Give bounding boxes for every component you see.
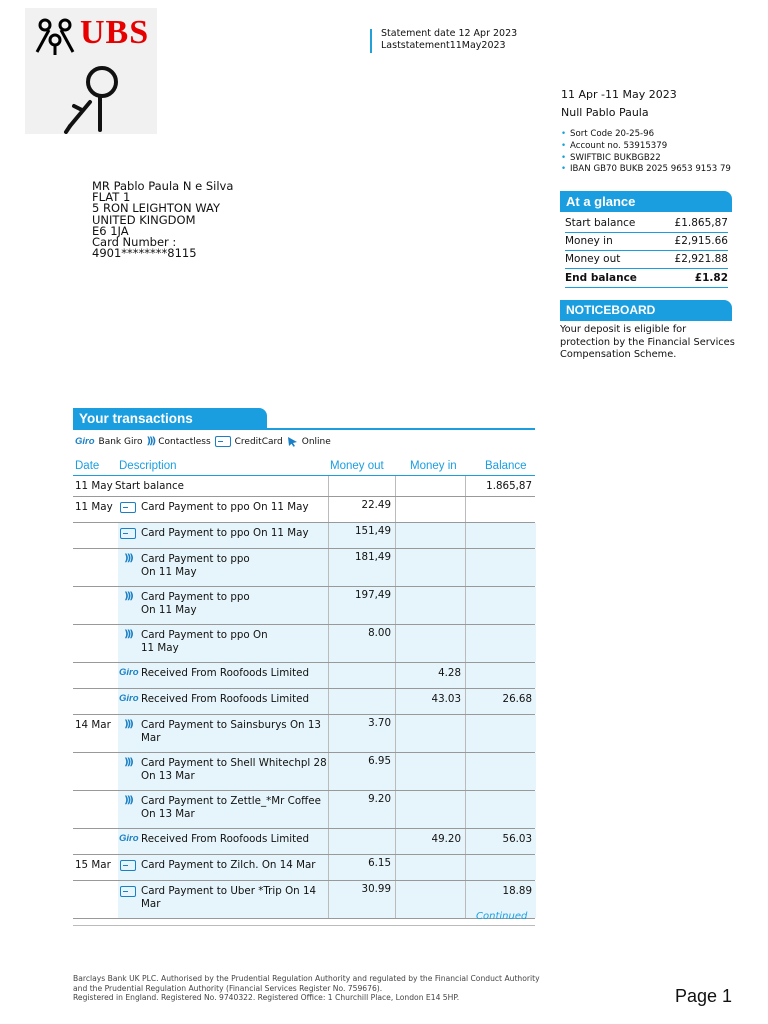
swift-bic: • SWIFTBIC BUKBGB22	[561, 153, 731, 165]
balance-cell	[465, 549, 536, 586]
ubs-keys-logo-icon	[33, 16, 77, 56]
date-cell: 15 Mar	[75, 859, 111, 871]
credit-card-icon	[119, 859, 137, 871]
money-out-value: 30.99	[361, 883, 391, 895]
statement-period: 11 Apr -11 May 2023	[561, 88, 677, 101]
description-text: Start balance	[115, 480, 184, 492]
money-in-cell	[395, 549, 465, 586]
money-out-cell	[328, 625, 395, 662]
statement-divider	[370, 29, 372, 53]
money-out-cell	[328, 523, 395, 548]
balance-cell	[465, 715, 536, 752]
balance-value: 1.865,87	[486, 480, 532, 492]
money-out-cell	[328, 689, 395, 714]
money-out-cell	[328, 829, 395, 854]
table-row	[73, 689, 535, 715]
money-out-value: 197,49	[354, 589, 391, 601]
money-in-cell	[395, 663, 465, 688]
glance-label: End balance	[565, 272, 637, 284]
money-out-cell	[328, 663, 395, 688]
legend-online-label: Online	[301, 436, 331, 447]
table-row	[73, 753, 535, 791]
balance-cell	[465, 476, 536, 496]
legend-giro-label: Bank Giro	[98, 436, 143, 447]
contactless-icon: )))	[124, 553, 132, 564]
credit-card-icon	[119, 885, 137, 897]
table-body	[73, 476, 535, 919]
header-date: Date	[75, 460, 100, 472]
money-out-value: 6.95	[368, 755, 391, 767]
giro-icon: Giro	[75, 436, 95, 447]
continued-label: Continued	[476, 911, 528, 922]
sort-code: • Sort Code 20-25-96	[561, 129, 731, 141]
balance-cell	[465, 523, 536, 548]
balance-cell	[465, 587, 536, 624]
money-out-value: 181,49	[354, 551, 391, 563]
money-in-cell	[395, 523, 465, 548]
balance-value: 18.89	[502, 885, 532, 897]
header-money-in: Money in	[410, 460, 457, 472]
header-balance: Balance	[485, 460, 527, 472]
header-description: Description	[119, 460, 177, 472]
table-end-rule	[73, 925, 535, 926]
contactless-icon: )))	[124, 757, 132, 768]
balance-cell	[465, 829, 536, 854]
footer-line: Registered in England. Registered No. 9740322. Registered Office: 1 Churchill Place, London E14 5HP.	[73, 993, 460, 1003]
address-line: Card Number :	[92, 235, 177, 250]
giro-icon: Giro	[119, 667, 139, 678]
money-out-value: 8.00	[368, 627, 391, 639]
money-out-value: 9.20	[368, 793, 391, 805]
description-text: Card Payment to Shell Whitechpl 28 On 13 Mar	[141, 757, 327, 782]
noticeboard-heading: NOTICEBOARD	[560, 300, 732, 321]
address-line: MR Pablo Paula N e Silva	[92, 179, 234, 193]
glance-row	[565, 215, 728, 233]
account-details	[561, 129, 731, 176]
glance-label: Money out	[565, 253, 621, 265]
glance-row-end-balance	[565, 270, 728, 288]
customer-address	[92, 181, 233, 259]
transactions-table	[73, 458, 535, 919]
money-in-cell	[395, 497, 465, 522]
contactless-icon: )))	[124, 795, 132, 806]
description-text: Card Payment to Sainsburys On 13 Mar	[141, 719, 321, 744]
description-text: Card Payment to ppo On 11 May	[141, 553, 250, 578]
balance-cell	[465, 625, 536, 662]
footer-line: and the Prudential Regulation Authority (Financial Services Register No. 759676).	[73, 983, 383, 993]
statement-dates	[381, 28, 517, 52]
money-in-cell	[395, 791, 465, 828]
description-text: Card Payment to ppo On 11 May	[141, 527, 309, 539]
table-row	[73, 523, 535, 549]
contactless-icon: )))	[146, 436, 155, 447]
money-in-cell	[395, 715, 465, 752]
description-text: Card Payment to Zilch. On 14 Mar	[141, 859, 316, 871]
transactions-heading: Your transactions	[73, 408, 267, 429]
key-pen-icon	[60, 62, 130, 134]
date-cell: 14 Mar	[75, 719, 111, 731]
address-line: UNITED KINGDOM	[92, 212, 196, 227]
table-row	[73, 663, 535, 689]
header-money-out: Money out	[330, 460, 384, 472]
description-text: Card Payment to ppo On 11 May	[141, 501, 309, 513]
noticeboard-text: Your deposit is eligible for protection by the Financial Services Compensation Scheme.	[560, 324, 735, 360]
money-out-cell	[328, 587, 395, 624]
money-in-cell	[395, 753, 465, 790]
money-in-cell	[395, 881, 465, 918]
table-row	[73, 476, 535, 497]
address-line: E6 1JA	[92, 223, 129, 238]
glance-value: £2,915.66	[674, 235, 728, 247]
cursor-icon	[287, 436, 298, 447]
address-line: 5 RON LEIGHTON WAY	[92, 201, 220, 216]
money-in-cell	[395, 476, 465, 496]
transactions-rule	[73, 428, 535, 430]
balance-cell	[465, 663, 536, 688]
balance-cell	[465, 689, 536, 714]
glance-value: £1.82	[694, 272, 728, 284]
money-out-cell	[328, 715, 395, 752]
legend-credit-label: CreditCard	[234, 436, 283, 447]
balance-cell	[465, 497, 536, 522]
iban: • IBAN GB70 BUKB 2025 9653 9153 79	[561, 164, 731, 176]
table-row	[73, 587, 535, 625]
brand-logo-text: UBS	[80, 14, 150, 51]
at-a-glance-heading: At a glance	[560, 191, 732, 212]
table-row	[73, 791, 535, 829]
money-out-value: 22.49	[361, 499, 391, 511]
credit-card-icon	[215, 436, 231, 447]
description-text: Card Payment to ppo On 11 May	[141, 629, 268, 654]
money-out-cell	[328, 855, 395, 880]
money-out-cell	[328, 476, 395, 496]
contactless-icon: )))	[124, 629, 132, 640]
money-out-cell	[328, 549, 395, 586]
money-out-cell	[328, 791, 395, 828]
contactless-icon: )))	[124, 719, 132, 730]
table-row	[73, 829, 535, 855]
balance-cell	[465, 753, 536, 790]
table-header	[73, 458, 535, 476]
description-text: Received From Roofoods Limited	[141, 833, 309, 845]
statement-date: Statement date 12 Apr 2023	[381, 28, 518, 39]
balance-cell	[465, 855, 536, 880]
money-in-cell	[395, 829, 465, 854]
last-statement-date: Laststatement11May2023	[381, 40, 506, 51]
payment-type-legend	[75, 436, 331, 447]
glance-value: £1.865,87	[674, 217, 728, 229]
table-row	[73, 625, 535, 663]
glance-value: £2,921.88	[674, 253, 728, 265]
footer-line: Barclays Bank UK PLC. Authorised by the Prudential Regulation Authority and regulated by the Financial Conduct Authority	[73, 974, 540, 983]
address-line: FLAT 1	[92, 190, 131, 205]
credit-card-icon	[119, 527, 137, 539]
date-cell: 11 May	[75, 480, 113, 492]
page-number: Page 1	[675, 986, 733, 1006]
glance-label: Money in	[565, 235, 613, 247]
giro-icon: Giro	[119, 693, 139, 704]
table-row	[73, 715, 535, 753]
money-out-value: 6.15	[368, 857, 391, 869]
table-row	[73, 497, 535, 523]
table-row	[73, 855, 535, 881]
money-in-cell	[395, 855, 465, 880]
money-in-cell	[395, 625, 465, 662]
money-out-value: 3.70	[368, 717, 391, 729]
balance-value: 56.03	[502, 833, 532, 845]
date-cell: 11 May	[75, 501, 113, 513]
footer-legal	[73, 974, 563, 1003]
money-in-cell	[395, 587, 465, 624]
table-row	[73, 549, 535, 587]
glance-row	[565, 233, 728, 251]
glance-row	[565, 251, 728, 269]
money-in-value: 4.28	[438, 667, 461, 679]
description-text: Card Payment to ppo On 11 May	[141, 591, 250, 616]
account-holder: Null Pablo Paula	[561, 106, 649, 119]
glance-label: Start balance	[565, 217, 636, 229]
money-out-cell	[328, 497, 395, 522]
balance-value: 26.68	[502, 693, 532, 705]
balance-cell	[465, 791, 536, 828]
money-in-value: 43.03	[431, 693, 461, 705]
contactless-icon: )))	[124, 591, 132, 602]
money-in-cell	[395, 689, 465, 714]
address-line: 4901********8115	[92, 246, 197, 261]
account-number: • Account no. 53915379	[561, 141, 731, 153]
money-out-cell	[328, 753, 395, 790]
credit-card-icon	[119, 501, 137, 513]
description-text: Received From Roofoods Limited	[141, 693, 309, 705]
description-text: Card Payment to Zettle_*Mr Coffee On 13 Mar	[141, 795, 321, 820]
money-in-value: 49.20	[431, 833, 461, 845]
description-text: Card Payment to Uber *Trip On 14 Mar	[141, 885, 317, 910]
giro-icon: Giro	[119, 833, 139, 844]
legend-contactless-label: Contactless	[158, 436, 211, 447]
description-text: Received From Roofoods Limited	[141, 667, 309, 679]
table-row	[73, 881, 535, 919]
money-out-cell	[328, 881, 395, 918]
money-out-value: 151,49	[354, 525, 391, 537]
